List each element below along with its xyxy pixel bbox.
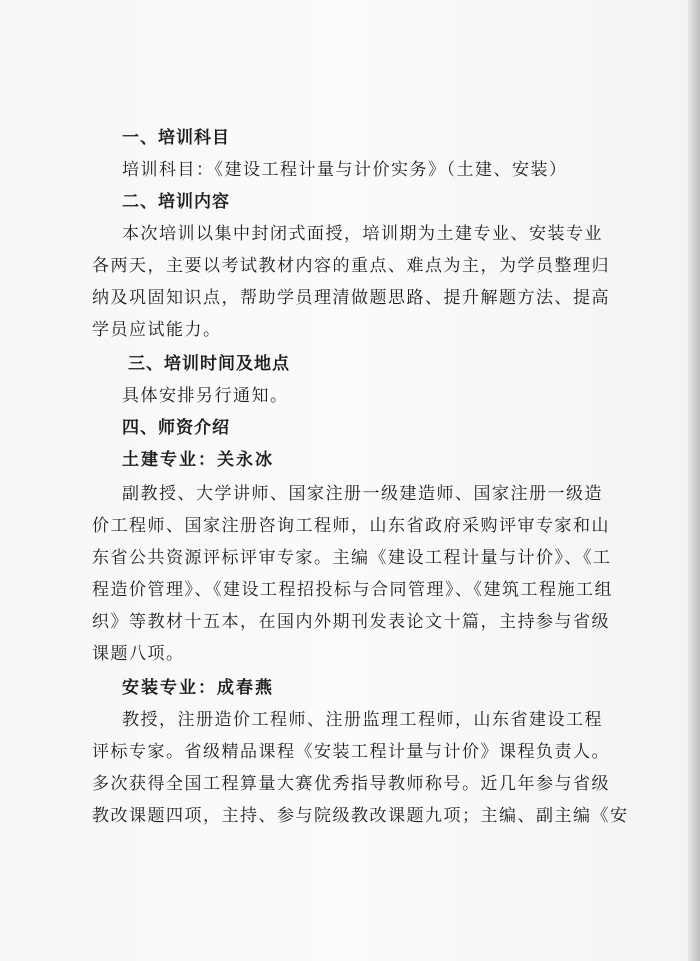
- section-heading-training-subject: 一、培训科目: [122, 128, 230, 148]
- section-heading-teachers: 四、师资介绍: [122, 418, 230, 438]
- training-content-line: 本次培训以集中封闭式面授，培训期为土建专业、安装专业: [122, 224, 603, 244]
- teacher-civil-title: 土建专业：关永冰: [122, 450, 274, 470]
- section-heading-training-content: 二、培训内容: [122, 192, 230, 212]
- teacher-civil-bio-line: 价工程师、国家注册咨询工程师，山东省政府采购评审专家和山: [92, 516, 610, 536]
- teacher-install-bio-line: 教授，注册造价工程师、注册监理工程师，山东省建设工程: [122, 710, 603, 730]
- training-subject-text: 培训科目：《建设工程计量与计价实务》（土建、安装）: [122, 160, 568, 180]
- section-heading-time-location: 三、培训时间及地点: [128, 354, 290, 374]
- teacher-civil-bio-line: 程造价管理》、《建设工程招投标与合同管理》、《建筑工程施工组: [92, 580, 613, 600]
- training-content-line: 纳及巩固知识点，帮助学员理清做题思路、提升解题方法、提高: [92, 288, 610, 308]
- teacher-install-bio-line: 多次获得全国工程算量大赛优秀指导教师称号。近几年参与省级: [92, 774, 610, 794]
- time-location-text: 具体安排另行通知。: [122, 386, 289, 406]
- teacher-civil-bio-line: 织》等教材十五本，在国内外期刊发表论文十篇，主持参与省级: [92, 612, 610, 632]
- page-edge-shadow: [688, 0, 700, 961]
- training-content-line: 学员应试能力。: [92, 320, 222, 340]
- teacher-civil-bio-line: 副教授、大学讲师、国家注册一级建造师、国家注册一级造: [122, 484, 603, 504]
- teacher-civil-bio-line: 课题八项。: [92, 644, 185, 664]
- teacher-install-bio-line: 教改课题四项，主持、参与院级教改课题九项；主编、副主编《安: [92, 806, 629, 826]
- teacher-install-title: 安装专业：成春燕: [122, 678, 274, 698]
- training-content-line: 各两天，主要以考试教材内容的重点、难点为主，为学员整理归: [92, 256, 610, 276]
- teacher-install-bio-line: 评标专家。省级精品课程《安装工程计量与计价》课程负责人。: [92, 742, 610, 762]
- teacher-civil-bio-line: 东省公共资源评标评审专家。主编《建设工程计量与计价》、《工: [92, 548, 612, 568]
